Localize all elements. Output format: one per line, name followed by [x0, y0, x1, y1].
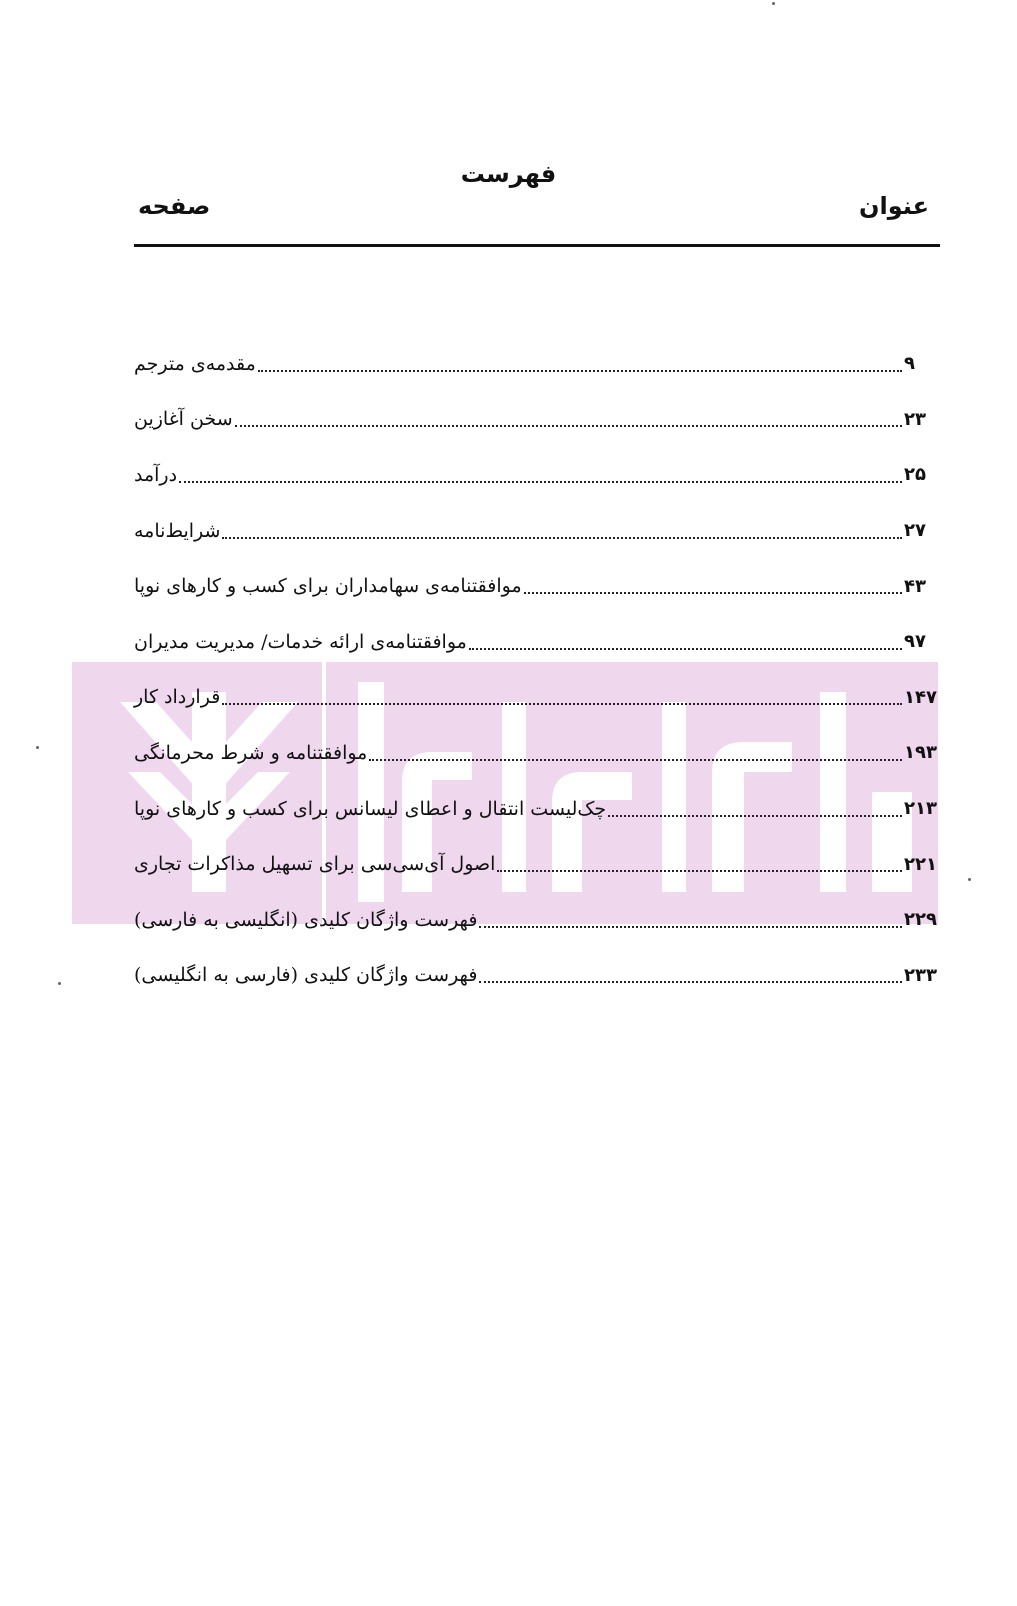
toc-leader-dots: [608, 815, 902, 817]
header-divider: [134, 244, 940, 247]
toc-entry: [134, 614, 938, 670]
toc-entry-page: ۹۷: [904, 631, 926, 653]
toc-leader-dots: [258, 370, 902, 372]
table-of-contents: [134, 336, 938, 1003]
toc-entry-page: ۹: [904, 353, 915, 375]
toc-entry-title: موافقتنامه‌ی سهامداران برای کسب و کارهای نوپا: [134, 575, 522, 598]
toc-entry-title: مقدمه‌ی مترجم: [134, 352, 256, 375]
toc-entry-title: فهرست واژگان کلیدی (فارسی به انگلیسی): [134, 964, 478, 987]
toc-leader-dots: [497, 870, 902, 872]
toc-entry-title: درآمد: [134, 463, 178, 486]
toc-entry: [134, 836, 938, 892]
toc-entry-title: موافقتنامه‌ی ارائه خدمات/ مدیریت مدیران: [134, 630, 467, 653]
toc-entry: [134, 336, 938, 392]
scan-speck: [58, 982, 61, 985]
toc-leader-dots: [222, 703, 902, 705]
toc-entry-title: فهرست واژگان کلیدی (انگلیسی به فارسی): [134, 908, 478, 931]
toc-entry-page: ۱۹۳: [904, 742, 937, 764]
scan-speck: [772, 2, 775, 5]
toc-entry-page: ۲۳۳: [904, 964, 937, 986]
toc-entry: [134, 447, 938, 503]
toc-entry: [134, 781, 938, 837]
toc-leader-dots: [235, 425, 902, 427]
toc-entry-title: قرارداد کار: [134, 686, 221, 709]
toc-leader-dots: [179, 481, 902, 483]
toc-entry: [134, 670, 938, 726]
toc-entry: [134, 558, 938, 614]
toc-leader-dots: [222, 537, 902, 539]
column-page-header: صفحه: [138, 192, 211, 220]
toc-entry-title: چک‌لیست انتقال و اعطای لیسانس برای کسب و کارهای نوپا: [134, 797, 607, 820]
toc-leader-dots: [469, 648, 902, 650]
toc-entry-page: ۲۷: [904, 520, 926, 542]
toc-entry: [134, 392, 938, 448]
scan-speck: [36, 746, 39, 749]
toc-entry: [134, 892, 938, 948]
toc-leader-dots: [524, 592, 902, 594]
toc-entry-page: ۲۲۱: [904, 853, 937, 875]
document-title: فهرست: [460, 160, 557, 188]
toc-entry-page: ۲۵: [904, 464, 926, 486]
toc-entry-page: ۲۲۹: [904, 909, 937, 931]
toc-entry: [134, 725, 938, 781]
toc-entry: [134, 948, 938, 1004]
toc-entry-title: سخن آغازین: [134, 408, 233, 431]
toc-entry-title: اصول آی‌سی‌سی برای تسهیل مذاکرات تجاری: [134, 853, 496, 876]
toc-entry-page: ۲۱۳: [904, 798, 937, 820]
toc-leader-dots: [479, 981, 902, 983]
toc-entry-title: شرایط‌نامه: [134, 519, 221, 542]
toc-entry-page: ۲۳: [904, 408, 926, 430]
toc-leader-dots: [479, 926, 902, 928]
column-title-header: عنوان: [859, 192, 929, 220]
toc-entry-page: ۴۳: [904, 575, 926, 597]
toc-entry-title: موافقتنامه و شرط محرمانگی: [134, 741, 368, 764]
toc-entry: [134, 503, 938, 559]
toc-entry-page: ۱۴۷: [904, 686, 937, 708]
toc-leader-dots: [369, 759, 902, 761]
scan-speck: [968, 878, 971, 881]
